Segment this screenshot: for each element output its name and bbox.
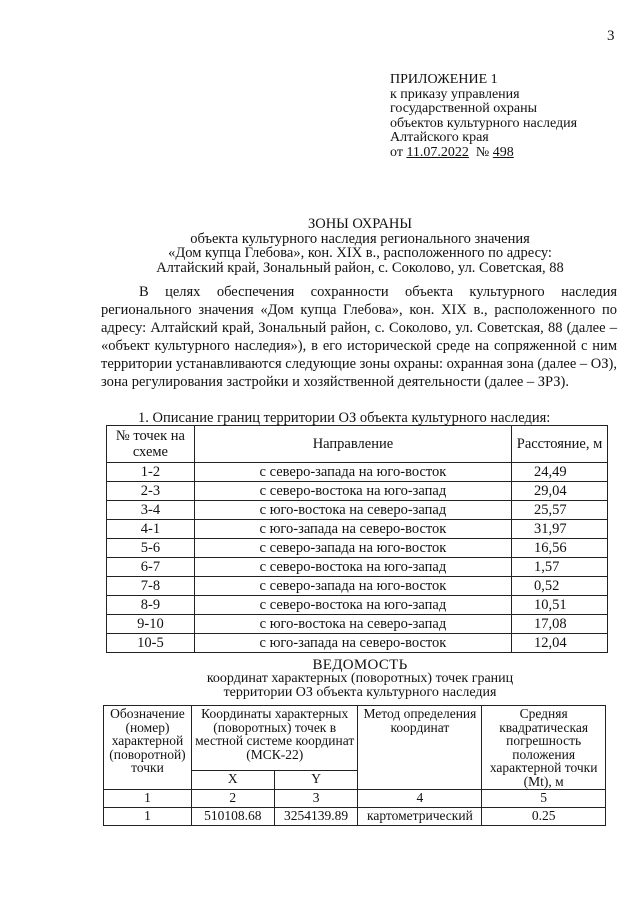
error-header: Средняя квадратическая погрешность положения характерной точки (Mt), м — [482, 706, 606, 790]
vedomost-line: территории ОЗ объекта культурного наследия — [223, 685, 497, 700]
table-row — [107, 577, 608, 596]
appendix-date-line — [390, 146, 577, 161]
title-line: Алтайский край, Зональный район, с. Соколово, ул. Советская, 88 — [156, 259, 564, 276]
y-cell: 3254139.89 — [274, 808, 358, 826]
direction-cell: с северо-востока на юго-запад — [194, 596, 511, 615]
direction-cell: с юго-востока на северо-запад — [194, 501, 511, 520]
appendix-line: к приказу управления — [390, 86, 520, 102]
number-label: № — [475, 144, 490, 160]
boundary-table — [106, 425, 608, 653]
direction-cell: с северо-запада на юго-восток — [194, 577, 511, 596]
appendix-line: объектов культурного наследия — [390, 115, 578, 131]
point-cell: 1 — [104, 808, 192, 826]
page-number: 3 — [607, 28, 615, 44]
column-number: 4 — [358, 790, 482, 808]
coordinates-header: Координаты характерных (поворотных) точек в местной системе координат (МСК-22) — [191, 706, 358, 771]
table-row — [104, 808, 606, 826]
vedomost-line: координат характерных (поворотных) точек границ — [206, 671, 514, 686]
appendix-line: Алтайского края — [390, 130, 489, 145]
distance-cell: 29,04 — [512, 482, 608, 501]
order-number: 498 — [492, 144, 514, 160]
appendix-block — [390, 73, 577, 160]
table-header-row — [107, 426, 608, 463]
method-header: Метод определения координат — [358, 706, 482, 790]
document-title — [100, 217, 620, 275]
point-designation-header: Обозначение (номер) характерной (поворотной) точки — [104, 706, 192, 790]
distance-cell: 10,51 — [512, 596, 608, 615]
date-prefix: от — [390, 144, 407, 160]
appendix-line: государственной охраны — [390, 101, 538, 116]
points-cell: 6-7 — [107, 558, 195, 577]
intro-paragraph: В целях обеспечения сохранности объекта культурного наследия регионального значения «Дом купца Глебова», кон. XIX в., расположенного по адресу: Алтайский край, Зональный район, с. Соколово, ул. Советская, 88 (далее – «объект культурного наследия»), в его исторической среде на сопряженной с ним территории устанавливаются следующие зоны охраны: охранная зона (далее – ОЗ), зона регулирования застройки и хозяйственной деятельности (далее – ЗРЗ). — [101, 284, 617, 390]
table-row — [107, 615, 608, 634]
section-heading: 1. Описание границ территории ОЗ объекта культурного наследия: — [138, 410, 551, 426]
direction-cell: с северо-запада на юго-восток — [194, 539, 511, 558]
table-row — [107, 520, 608, 539]
distance-cell: 1,57 — [512, 558, 608, 577]
table-row — [107, 558, 608, 577]
points-cell: 9-10 — [107, 615, 195, 634]
points-cell: 1-2 — [107, 463, 195, 482]
distance-cell: 17,08 — [512, 615, 608, 634]
points-cell: 3-4 — [107, 501, 195, 520]
direction-cell: с северо-востока на юго-запад — [194, 482, 511, 501]
table-row — [107, 539, 608, 558]
table-row — [107, 482, 608, 501]
coordinates-table — [103, 705, 606, 826]
distance-cell: 0,52 — [512, 577, 608, 596]
x-cell: 510108.68 — [191, 808, 274, 826]
points-cell: 4-1 — [107, 520, 195, 539]
appendix-line: ПРИЛОЖЕНИЕ 1 — [390, 72, 498, 87]
points-cell: 10-5 — [107, 634, 195, 653]
points-cell: 2-3 — [107, 482, 195, 501]
vedomost-heading — [140, 658, 580, 700]
table-row — [107, 501, 608, 520]
distance-cell: 12,04 — [512, 634, 608, 653]
error-cell: 0.25 — [482, 808, 606, 826]
direction-cell: с юго-запада на северо-восток — [194, 520, 511, 539]
y-header: Y — [274, 771, 358, 790]
order-date: 11.07.2022 — [406, 144, 469, 160]
direction-cell: с северо-востока на юго-запад — [194, 558, 511, 577]
column-header: Расстояние, м — [512, 426, 608, 463]
direction-cell: с юго-запада на северо-восток — [194, 634, 511, 653]
table-header-row — [104, 706, 606, 771]
table-row — [107, 463, 608, 482]
distance-cell: 25,57 — [512, 501, 608, 520]
column-header: № точек на схеме — [107, 426, 195, 463]
x-header: X — [191, 771, 274, 790]
column-number: 2 — [191, 790, 274, 808]
column-number: 1 — [104, 790, 192, 808]
column-header: Направление — [194, 426, 511, 463]
column-number: 3 — [274, 790, 358, 808]
title-line: объекта культурного наследия регионального значения — [190, 230, 530, 247]
points-cell: 5-6 — [107, 539, 195, 558]
column-number-row — [104, 790, 606, 808]
distance-cell: 16,56 — [512, 539, 608, 558]
title-heading: ЗОНЫ ОХРАНЫ — [307, 216, 413, 232]
title-line: «Дом купца Глебова», кон. XIX в., расположенного по адресу: — [168, 245, 552, 261]
distance-cell: 31,97 — [512, 520, 608, 539]
points-cell: 8-9 — [107, 596, 195, 615]
direction-cell: с северо-запада на юго-восток — [194, 463, 511, 482]
table-row — [107, 596, 608, 615]
distance-cell: 24,49 — [512, 463, 608, 482]
vedomost-title: ВЕДОМОСТЬ — [312, 657, 408, 673]
column-number: 5 — [482, 790, 606, 808]
points-cell: 7-8 — [107, 577, 195, 596]
direction-cell: с юго-востока на северо-запад — [194, 615, 511, 634]
method-cell: картометрический — [358, 808, 482, 826]
table-row — [107, 634, 608, 653]
